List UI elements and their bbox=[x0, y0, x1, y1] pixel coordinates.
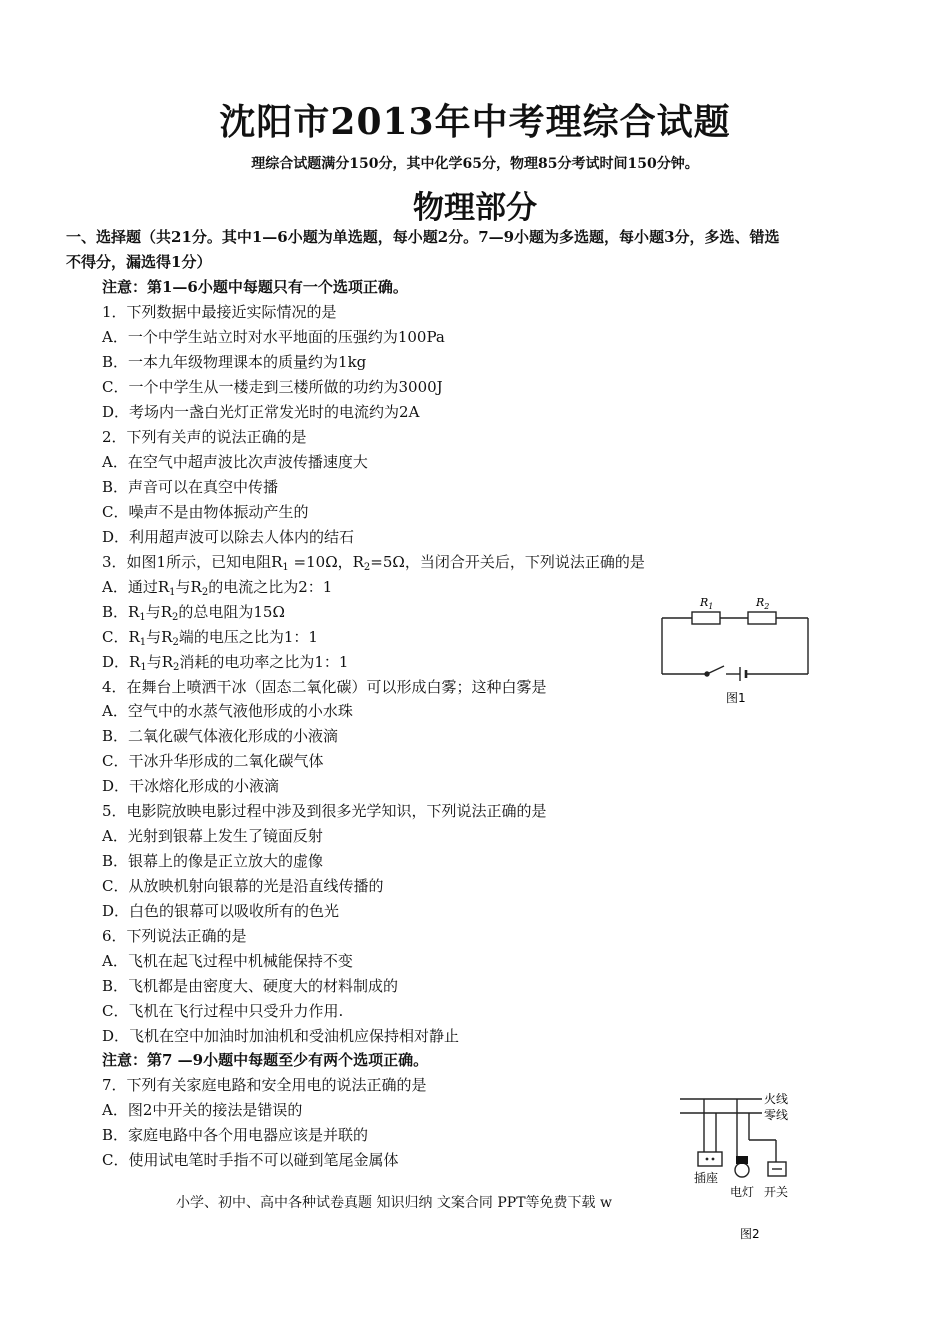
lamp-label: 电灯 bbox=[730, 1185, 755, 1199]
q2-option-a: A．在空气中超声波比次声波传播速度大 bbox=[102, 453, 368, 471]
q1-option-b: B．一本九年级物理课本的质量约为1kg bbox=[102, 353, 367, 371]
q6-option-c: C．飞机在飞行过程中只受升力作用. bbox=[102, 1002, 344, 1020]
socket-label: 插座 bbox=[694, 1171, 719, 1185]
exam-info: 理综合试题满分150分，其中化学65分，物理85分考试时间150分钟。 bbox=[251, 156, 699, 172]
part-heading-line1: 一、选择题（共21分。其中1—6小题为单选题，每小题2分。7—9小题为多选题，每小题3分，多选、错选 bbox=[66, 228, 780, 246]
section-title: 物理部分 bbox=[413, 190, 537, 226]
q5-option-d: D．白色的银幕可以吸收所有的色光 bbox=[102, 902, 340, 920]
socket bbox=[698, 1152, 722, 1166]
q6-option-d: D．飞机在空中加油时加油机和受油机应保持相对静止 bbox=[102, 1027, 460, 1045]
neutral-wire-label: 零线 bbox=[764, 1108, 789, 1122]
q3-option-a: A．通过$R_1$与$R_2$的电流之比为2：1 bbox=[102, 578, 333, 598]
q4-option-c: C．干冰升华形成的二氧化碳气体 bbox=[102, 752, 324, 770]
q3-option-c: C．$R_1$与$R_2$端的电压之比为1：1 bbox=[102, 628, 318, 648]
q2-option-d: D．利用超声波可以除去人体内的结石 bbox=[102, 528, 355, 546]
q1-option-a: A．一个中学生站立时对水平地面的压强约为100Pa bbox=[102, 328, 445, 346]
figure-2-household-circuit bbox=[676, 1086, 816, 1244]
q6-stem: 6．下列说法正确的是 bbox=[102, 927, 247, 945]
lamp-base bbox=[736, 1156, 748, 1164]
q7-option-a: A．图2中开关的接法是错误的 bbox=[102, 1101, 303, 1119]
q4-option-d: D．干冰熔化形成的小液滴 bbox=[102, 777, 280, 795]
q3-option-d: D．$R_1$与$R_2$消耗的电功率之比为1：1 bbox=[102, 653, 349, 673]
resistor-r1 bbox=[692, 612, 720, 624]
q2-stem: 2．下列有关声的说法正确的是 bbox=[102, 428, 307, 446]
resistor-r2 bbox=[748, 612, 776, 624]
q1-option-c: C．一个中学生从一楼走到三楼所做的功约为3000J bbox=[102, 378, 443, 396]
switch-label: 开关 bbox=[764, 1185, 789, 1199]
lamp-bulb bbox=[735, 1163, 749, 1177]
q2-option-c: C．噪声不是由物体振动产生的 bbox=[102, 503, 309, 521]
footer-note: 小学、初中、高中各种试卷真题 知识归纳 文案合同 PPT等免费下载 w bbox=[176, 1195, 612, 1211]
q3-stem: 3．如图1所示，已知电阻$R_1 =10\Omega$，$R_2=5\Omega$，当闭合开关后，下列说法正确的是 bbox=[102, 553, 645, 573]
page-title: 沈阳市2013年中考理综合试题 bbox=[219, 101, 731, 143]
note-multi-choice: 注意：第7 —9小题中每题至少有两个选项正确。 bbox=[102, 1051, 429, 1069]
q5-stem: 5．电影院放映电影过程中涉及到很多光学知识，下列说法正确的是 bbox=[102, 802, 547, 820]
q7-option-c: C．使用试电笔时手指不可以碰到笔尾金属体 bbox=[102, 1151, 399, 1169]
q6-option-b: B．飞机都是由密度大、硬度大的材料制成的 bbox=[102, 977, 399, 995]
r2-label: $R_2$ bbox=[756, 596, 770, 611]
q5-option-b: B．银幕上的像是正立放大的虚像 bbox=[102, 852, 324, 870]
r1-label: $R_1$ bbox=[700, 596, 714, 611]
q5-option-c: C．从放映机射向银幕的光是沿直线传播的 bbox=[102, 877, 384, 895]
q6-option-a: A．飞机在起飞过程中机械能保持不变 bbox=[102, 952, 353, 970]
switch-arm bbox=[707, 666, 724, 674]
note-single-choice: 注意：第1—6小题中每题只有一个选项正确。 bbox=[102, 278, 408, 296]
q4-option-b: B．二氧化碳气体液化形成的小液滴 bbox=[102, 727, 339, 745]
q7-stem: 7．下列有关家庭电路和安全用电的说法正确的是 bbox=[102, 1076, 427, 1094]
q1-stem: 1．下列数据中最接近实际情况的是 bbox=[102, 303, 337, 321]
q4-option-a: A．空气中的水蒸气液他形成的小水珠 bbox=[102, 702, 353, 720]
q7-option-b: B．家庭电路中各个用电器应该是并联的 bbox=[102, 1126, 369, 1144]
q1-option-d: D．考场内一盏白光灯正常发光时的电流约为2A bbox=[102, 403, 420, 421]
figure-2-caption: 图2 bbox=[740, 1227, 760, 1241]
q5-option-a: A．光射到银幕上发生了镜面反射 bbox=[102, 827, 323, 845]
figure-1-caption: 图1 bbox=[726, 691, 746, 705]
figure-1-circuit bbox=[656, 590, 816, 710]
q4-stem: 4．在舞台上喷洒干冰（固态二氧化碳）可以形成白雾；这种白雾是 bbox=[102, 678, 547, 696]
live-wire-label: 火线 bbox=[764, 1092, 789, 1106]
q2-option-b: B．声音可以在真空中传播 bbox=[102, 478, 279, 496]
part-heading-line2: 不得分，漏选得1分） bbox=[66, 253, 212, 271]
q3-option-b: B．$R_1$与$R_2$的总电阻为15Ω bbox=[102, 603, 285, 623]
